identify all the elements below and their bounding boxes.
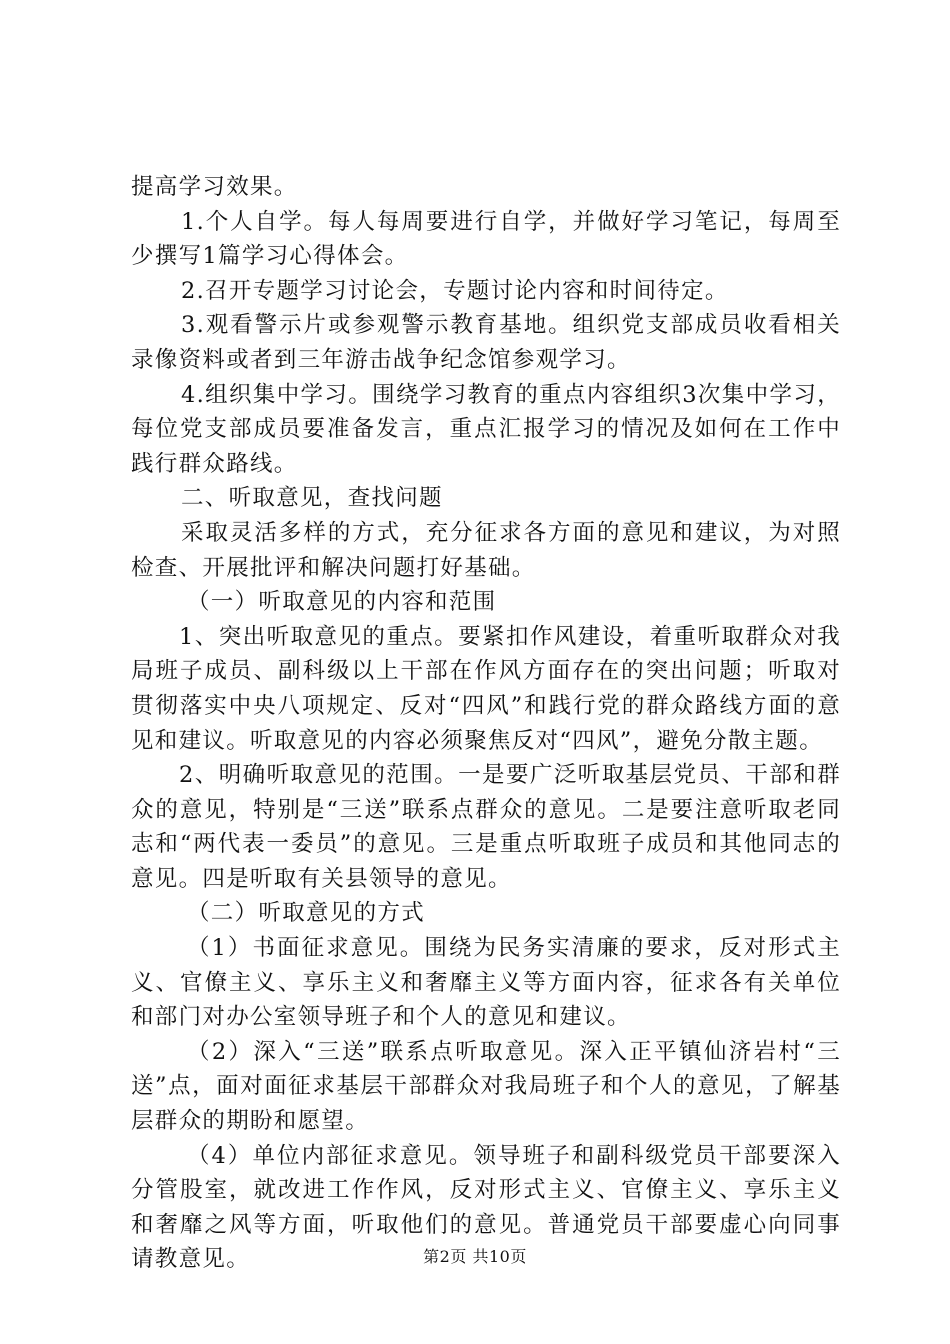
paragraph-group-study: 4.组织集中学习。围绕学习教育的重点内容组织3次集中学习，每位党支部成员要准备发言，重点汇报学习的情况及如何在工作中践行群众路线。	[131, 381, 841, 477]
paragraph-continuation: 提高学习效果。	[131, 174, 298, 200]
paragraph-internal-opinions: （4）单位内部征求意见。领导班子和副科级党员干部要深入分管股室，就改进工作作风，反对形式主义、官僚主义、享乐主义和奢靡之风等方面，听取他们的意见。普通党员干部要虚心向同事请教意见。	[131, 1142, 841, 1273]
paragraph-warning-film: 3.观看警示片或参观警示教育基地。组织党支部成员收看相关录像资料或者到三年游击战争纪念馆参观学习。	[131, 312, 841, 373]
section-heading-listen-opinions: 二、听取意见，查找问题	[181, 485, 443, 512]
document-body	[131, 170, 841, 1277]
paragraph-contact-point: （2）深入“三送”联系点听取意见。深入正平镇仙济岩村“三送”点，面对面征求基层干部群众对我局班子和个人的意见，了解基层群众的期盼和愿望。	[131, 1038, 841, 1135]
paragraph-focus-points: 1、突出听取意见的重点。要紧扣作风建设，着重听取群众对我局班子成员、副科级以上干部在作风方面存在的突出问题；听取对贯彻落实中央八项规定、反对“四风”和践行党的群众路线方面的意见和建议。听取意见的内容必须聚焦反对“四风”，避免分散主题。	[131, 623, 841, 754]
paragraph-self-study: 1.个人自学。每人每周要进行自学，并做好学习笔记，每周至少撰写1篇学习心得体会。	[131, 208, 841, 270]
paragraph-written-opinions: （1）书面征求意见。围绕为民务实清廉的要求，反对形式主义、官僚主义、享乐主义和奢靡主义等方面内容，征求各有关单位和部门对办公室领导班子和个人的意见和建议。	[131, 935, 841, 1031]
page-total: 共10页	[472, 1247, 527, 1266]
page-number: 第2页	[423, 1247, 467, 1266]
page-footer	[0, 1244, 950, 1267]
paragraph-scope: 2、明确听取意见的范围。一是要广泛听取基层党员、干部和群众的意见，特别是“三送”联系点群众的意见。二是要注意听取老同志和“两代表一委员”的意见。三是重点听取班子成员和其他同志的意见。四是听取有关县领导的意见。	[131, 762, 841, 892]
paragraph-seminar: 2.召开专题学习讨论会，专题讨论内容和时间待定。	[181, 277, 729, 304]
subsection-heading-content-scope: （一）听取意见的内容和范围	[187, 589, 497, 616]
paragraph-flexible-methods: 采取灵活多样的方式，充分征求各方面的意见和建议，为对照检查、开展批评和解决问题打好基础。	[131, 519, 841, 581]
subsection-heading-methods: （二）听取意见的方式	[187, 900, 426, 927]
